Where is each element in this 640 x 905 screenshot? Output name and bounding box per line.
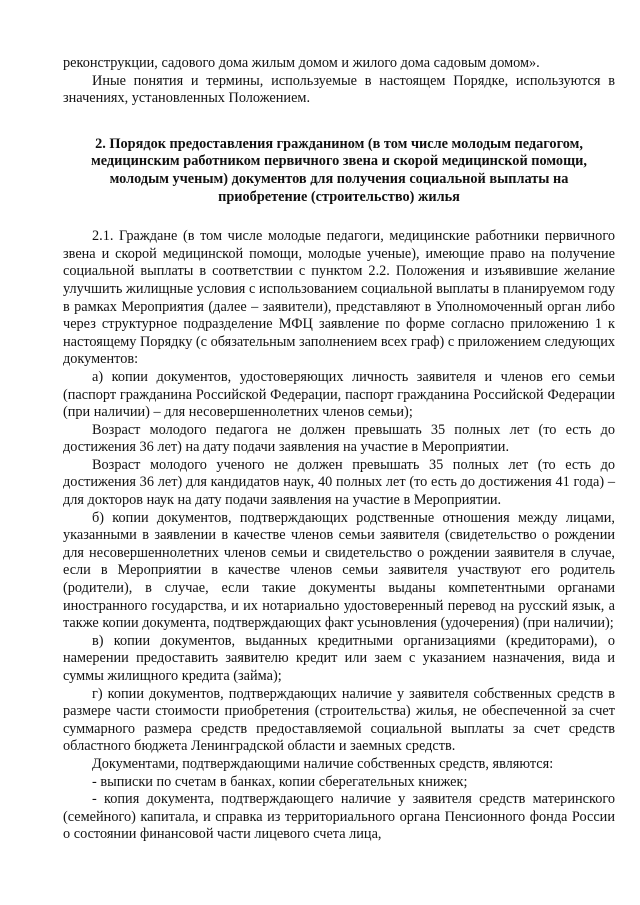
paragraph-continuation: реконструкции, садового дома жилым домом и жилого дома садовым домом». [63,55,540,71]
paragraph-bank-statements: - выписки по счетам в банках, копии сберегательных книжек; [92,773,468,790]
section-heading [63,136,615,206]
paragraph-2-1: 2.1. Граждане (в том числе молодые педагоги, медицинские работники первичного звена и скорой медицинской помощи, молодые ученые), имеющие право на получение социальной выплаты в соответствии с пунктом 2.2. Положения и изъявившие желание улучшить жилищные условия с использованием социальной выплаты в планируемом году в рамках Мероприятия (далее – заявители), представляют в Уполномоченный орган либо через структурное подразделение МФЦ заявление по форме согласно приложению 1 к настоящему Порядку (с обязательным заполнением всех граф) с приложением следующих документов: [63,228,615,368]
section-heading-text: 2. Порядок предоставления гражданином (в том числе молодым педагогом, медицинским работником первичного звена и скорой медицинской помощи, молодым ученым) документов для получения социальной выплаты на приобретение (строительство) жилья [91,135,587,205]
paragraph-maternity-capital: - копия документа, подтверждающего наличие у заявителя средств материнского (семейного) капитала, и справка из территориального органа Пенсионного фонда России о состоянии финансовой части лицевого счета лица, [63,791,615,843]
paragraph-scientist-age: Возраст молодого ученого не должен превышать 35 полных лет (то есть до достижения 36 лет) для кандидатов наук, 40 полных лет (то есть до достижения 41 года) – для докторов наук на дату подачи заявления на участие в Мероприятии. [63,456,615,509]
paragraph-terms: Иные понятия и термины, используемые в настоящем Порядке, используются в значениях, установленных Положением. [63,72,615,107]
paragraph-teacher-age: Возраст молодого педагога не должен превышать 35 полных лет (то есть до достижения 36 лет) на дату подачи заявления на участие в Мероприятии. [63,421,615,456]
paragraph-item-a: а) копии документов, удостоверяющих личность заявителя и членов его семьи (паспорт гражданина Российской Федерации, паспорт гражданина Российской Федерации (при наличии) – для несовершеннолетних членов семьи); [63,368,615,421]
paragraph-item-b: б) копии документов, подтверждающих родственные отношения между лицами, указанными в заявлении в качестве членов семьи заявителя (свидетельство о рождении для несовершеннолетних членов семьи и свидетельство о рождении заявителя в случае, если в Мероприятии в качестве членов семьи заявителя участвуют его родитель (родители), в случае, если такие документы выданы компетентными органами иностранного государства, и их нотариально удостоверенный перевод на русский язык, а также копии документа, подтверждающих факт усыновления (удочерения) (при наличии); [63,509,615,632]
paragraph-item-g: г) копии документов, подтверждающих наличие у заявителя собственных средств в размере части стоимости приобретения (строительства) жилья, не обеспеченной за счет суммарного размера средств предоставляемой социальной выплаты за счет средств областного бюджета Ленинградской области и заемных средств. [63,685,615,755]
paragraph-item-v: в) копии документов, выданных кредитными организациями (кредиторами), о намерении предоставить заявителю кредит или заем с указанием назначения, вида и суммы жилищного кредита (займа); [63,632,615,684]
paragraph-own-funds: Документами, подтверждающими наличие собственных средств, являются: [92,755,554,772]
document-body [63,55,615,844]
